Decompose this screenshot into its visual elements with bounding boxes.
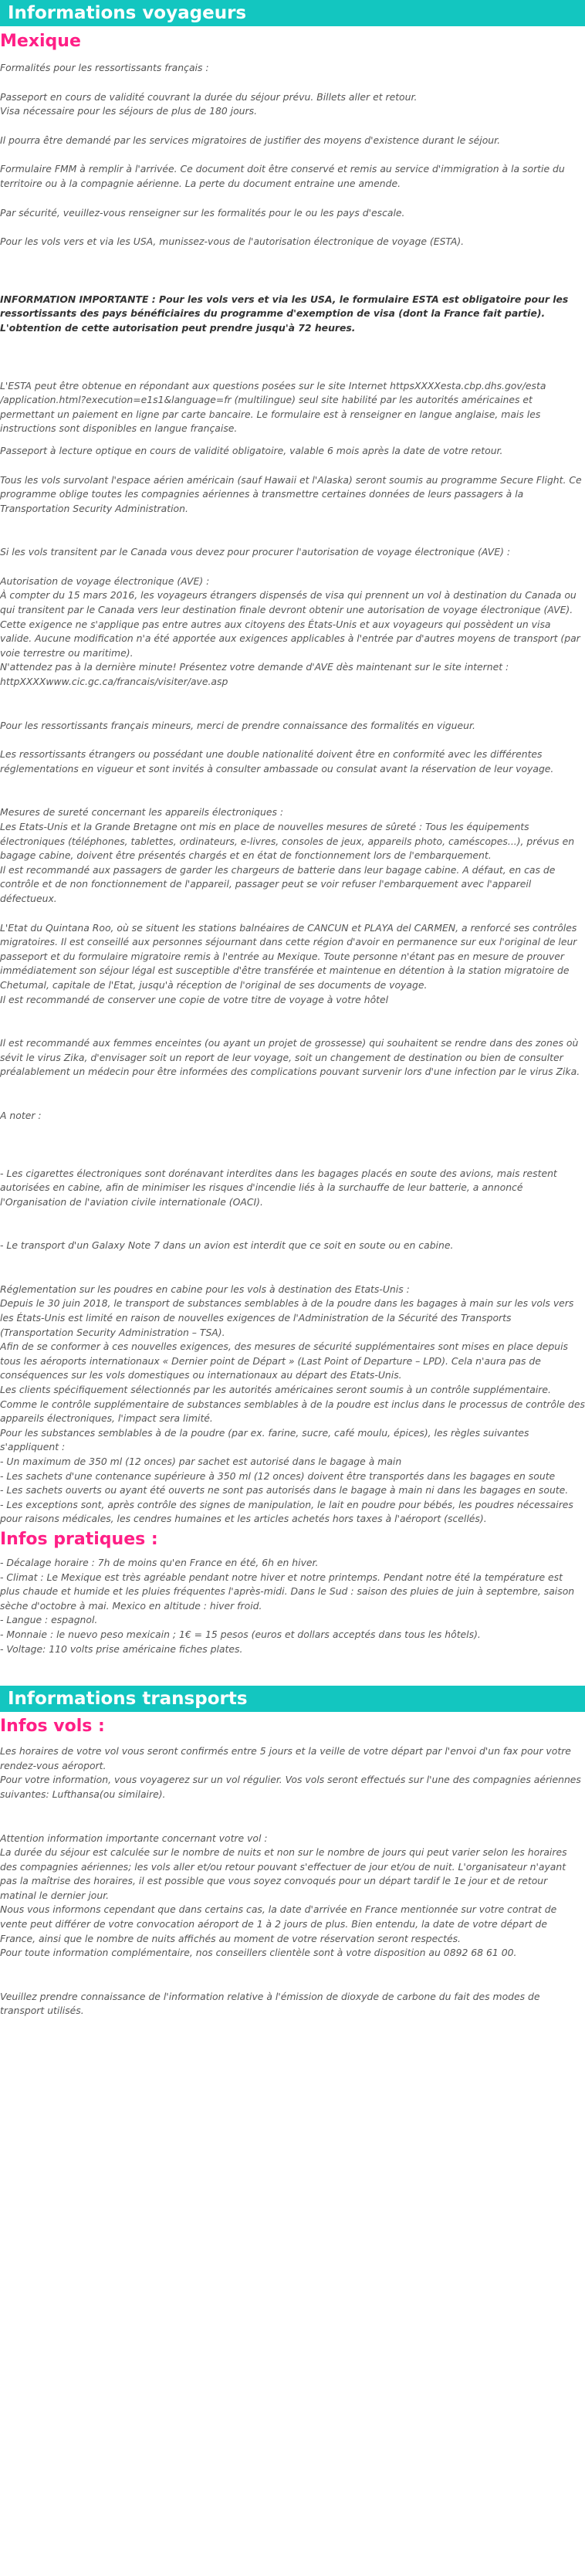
ave-details-text: Autorisation de voyage électronique (AVE) : À compter du 15 mars 2016, les voyageurs étrangers dispensés de visa qui prennent un vol à destination du Canada ou qui transitent par le Canada vers leur destination finale devront obtenir une autorisation de voyage électronique (AVE). Cette exigence ne s'applique pas entre autres aux citoyens des États-Unis et aux voyageurs qui possèdent un visa valide. Aucune modification n'a été apportée aux exigences applicables à l'entrée par d'autres moyens de transport (par voie terrestre ou maritime). N'attendez pas à la dernière minute! Présentez votre demande d'AVE dès maintenant sur le site internet : httpXXXXwww.cic.gc.ca/francais/visiter/ave.asp [0, 575, 580, 688]
country-heading: Mexique [0, 32, 81, 51]
electronics-security-text: Mesures de sureté concernant les appareils électroniques : Les Etats-Unis et la Grande Bretagne ont mis en place de nouvelles mesures de sûreté : Tous les équipements électroniques (téléphones, tablettes, ordinateurs, e-livres, consoles de jeux, appareils photo, caméscopes...), prévus en bagage cabine, doivent être présentés chargés et en état de fonctionnement lors de l'embarquement. Il est recommandé aux passagers de garder les chargeurs de batterie dans leur bagage cabine. A défaut, en cas de contrôle et de non fonctionnement de l'appareil, passager peut se voir refuser l'embarquement avec l'appareil défectueux. [0, 806, 575, 904]
galaxy-note-text: - Le transport d'un Galaxy Note 7 dans un avion est interdit que ce soit en soute ou en cabine. [0, 1239, 454, 1252]
transports-banner: Informations transports [0, 1686, 585, 1712]
e-cigarettes-text: - Les cigarettes électroniques sont dorénavant interdites dans les bagages placés en soute des avions, mais restent autorisées en cabine, afin de minimiser les risques d'incendie liés à la surchauffe de leur batterie, a annoncé l'Organisation de l'aviation civile internationale (OACI). [0, 1167, 557, 1208]
esta-important-text: INFORMATION IMPORTANTE : Pour les vols vers et via les USA, le formulaire ESTA est obligatoire pour les ressortissants des pays bénéficiaires du programme d'exemption de visa (dont la France fait partie). L'obtention de cette autorisation peut prendre jusqu'à 72 heures. [0, 293, 569, 334]
voyageurs-banner: Informations voyageurs [0, 0, 585, 26]
quintana-roo-text: L'Etat du Quintana Roo, où se situent les stations balnéaires de CANCUN et PLAYA del CARMEN, a renforcé ses contrôles migratoires. Il est conseillé aux personnes séjournant dans cette région d'avoir en permanence sur eux l'original de leur passeport et du formulaire migratoire remis à l'entrée au Mexique. Toute personne n'étant pas en mesure de prouver immédiatement son séjour légal est susceptible d'être transférée et maintenue en détention à la station migratoire de Chetumal, capitale de l'Etat, jusqu'à réception de l'original de ses documents de voyage. Il est recommandé de conserver une copie de votre titre de voyage à votre hôtel [0, 921, 577, 1005]
flights-heading: Infos vols : [0, 1717, 105, 1737]
fmm-form-text: Formulaire FMM à remplir à l'arrivée. Ce document doit être conservé et remis au service d'immigration à la sortie du territoire ou à la compagnie aérienne. La perte du document entraine une amende. [0, 163, 565, 189]
zika-text: Il est recommandé aux femmes enceintes (ou ayant un projet de grossesse) qui souhaitent se rendre dans des zones où sévit le virus Zika, d'envisager soit un report de leur voyage, soit un changement de destination ou bien de consulter préalablement un médecin pour être informées des complications pouvant survenir lors d'une infection par le virus Zika. [0, 1037, 580, 1078]
canada-transit-text: Si les vols transitent par le Canada vous devez pour procurer l'autorisation de voyage électronique (AVE) : [0, 546, 511, 558]
passport-visa-text: Passeport en cours de validité couvrant la durée du séjour prévu. Billets aller et retour. Visa nécessaire pour les séjours de plus de 180 jours. [0, 90, 418, 117]
stopover-text: Par sécurité, veuillez-vous renseigner sur les formalités pour le ou les pays d'escale. [0, 206, 405, 219]
co2-info-text: Veuillez prendre connaissance de l'information relative à l'émission de dioxyde de carbone du fait des modes de transport utilisés. [0, 1990, 540, 2017]
note-label: A noter : [0, 1109, 42, 1121]
practical-info-text: - Décalage horaire : 7h de moins qu'en France en été, 6h en hiver. - Climat : Le Mexique est très agréable pendant notre hiver et notre printemps. Pendant notre été la température est plus chaude et humide et les pluies fréquentes l'après-midi. Dans le Sud : saison des pluies de juin à septembre, saison sèche d'octobre à mai. Mexico en altitude : hiver froid. - Langue : espagnol. - Monnaie : le nuevo peso mexicain ; 1€ = 15 pesos (euros et dollars acceptés dans tous les hôtels). - Voltage: 110 volts prise américaine fiches plates. [0, 1556, 575, 1655]
esta-usa-text: Pour les vols vers et via les USA, munissez-vous de l'autorisation électronique de voyage (ESTA). [0, 236, 465, 248]
secure-flight-text: Tous les vols survolant l'espace aérien américain (sauf Hawaii et l'Alaska) seront soumis au programme Secure Flight. Ce programme oblige toutes les compagnies aériennes à transmettre certaines données de leurs passagers à la Transportation Security Administration. [0, 473, 582, 514]
means-existence-text: Il pourra être demandé par les services migratoires de justifier des moyens d'existence durant le séjour. [0, 134, 501, 146]
optical-passport-text: Passeport à lecture optique en cours de validité obligatoire, valable 6 mois après la date de votre retour. [0, 444, 503, 456]
powder-rules-text: Réglementation sur les poudres en cabine pour les vols à destination des Etats-Unis : Depuis le 30 juin 2018, le transport de substances semblables à de la poudre dans les bagages à main sur les vols vers les États-Unis est limité en raison de nouvelles exigences de l'Administration de la Sécurité des Transports (Transportation Security Administration – TSA). Afin de se conformer à ces nouvelles exigences, des mesures de sécurité supplémentaires sont mises en place depuis tous les aéroports internationaux « Dernier point de Départ » (Last Point of Departure – LPD). Cela n'aura pas de conséquences sur les vols domestiques ou internationaux au départ des Etats-Unis. Les clients spécifiquement sélectionnés par les autorités américaines seront soumis à un contrôle supplémentaire. Comme le contrôle supplémentaire de substances semblables à de la poudre est inclus dans le processus de contrôle des appareils électroniques, l'impact sera limité. Pour les substances semblables à de la poudre (par ex. farine, sucre, café moulu, épices), les règles suivantes s'appliquent : - Un maximum de 350 ml (12 onces) par sachet est autorisé dans le bagage à main - Les sachets d'une contenance supérieure à 350 ml (12 onces) doivent être transportés dans les bagages en soute - Les sachets ouverts ou ayant été ouverts ne sont pas autorisés dans le bagage à main ni dans les bagages en soute. - Les exceptions sont, après contrôle des signes de manipulation, le lait en poudre pour bébés, les poudres nécessaires pour raisons médicales, les cendres humaines et les articles achetés hors taxes à l'aéroport (scellés). [0, 1283, 585, 1525]
esta-website-text: L'ESTA peut être obtenue en répondant aux questions posées sur le site Internet httpsXXXXesta.cbp.dhs.gov/esta /application.html?execution=e1s1&language=fr (multilingue) seul site habilité par les autorités américaines et permettant un paiement en ligne par carte bancaire. Le formulaire est à renseigner en langue anglaise, mais les instructions sont disponibles en langue française. [0, 379, 546, 435]
formalities-intro: Formalités pour les ressortissants français : [0, 62, 209, 73]
flight-schedule-text: Les horaires de votre vol vous seront confirmés entre 5 jours et la veille de votre départ par l'envoi d'un fax pour votre rendez-vous aéroport. Pour votre information, vous voyagerez sur un vol régulier. Vos vols seront effectués sur l'une des compagnies aériennes suivantes: Lufthansa(ou similaire). [0, 1745, 581, 1800]
flight-important-text: Attention information importante concernant votre vol : La durée du séjour est calculée sur le nombre de nuits et non sur le nombre de jours qui peut varier selon les horaires des compagnies aériennes; les vols aller et/ou retour pouvant s'effectuer de jour et/ou de nuit. L'organisateur n'ayant pas la maîtrise des horaires, il est possible que vous soyez convoqués pour un départ tardif le 1e jour et de retour matinal le dernier jour. Nous vous informons cependant que dans certains cas, la date d'arrivée en France mentionnée sur votre contrat de vente peut différer de votre convocation aéroport de 1 à 2 jours de plus. Bien entendu, la date de votre départ de France, ainsi que le nombre de nuits affichés au moment de votre réservation seront respectés. Pour toute information complémentaire, nos conseillers clientèle sont à votre disposition au 0892 68 61 00. [0, 1832, 567, 1959]
minors-text: Pour les ressortissants français mineurs, merci de prendre connaissance des formalités en vigueur. [0, 719, 475, 731]
foreign-nationals-text: Les ressortissants étrangers ou possédant une double nationalité doivent être en conformité avec les différentes réglementations en vigueur et sont invités à consulter ambassade ou consulat avant la réservation de leur voyage. [0, 748, 554, 774]
practical-info-heading: Infos pratiques : [0, 1529, 158, 1549]
transports-section [0, 1686, 585, 2018]
